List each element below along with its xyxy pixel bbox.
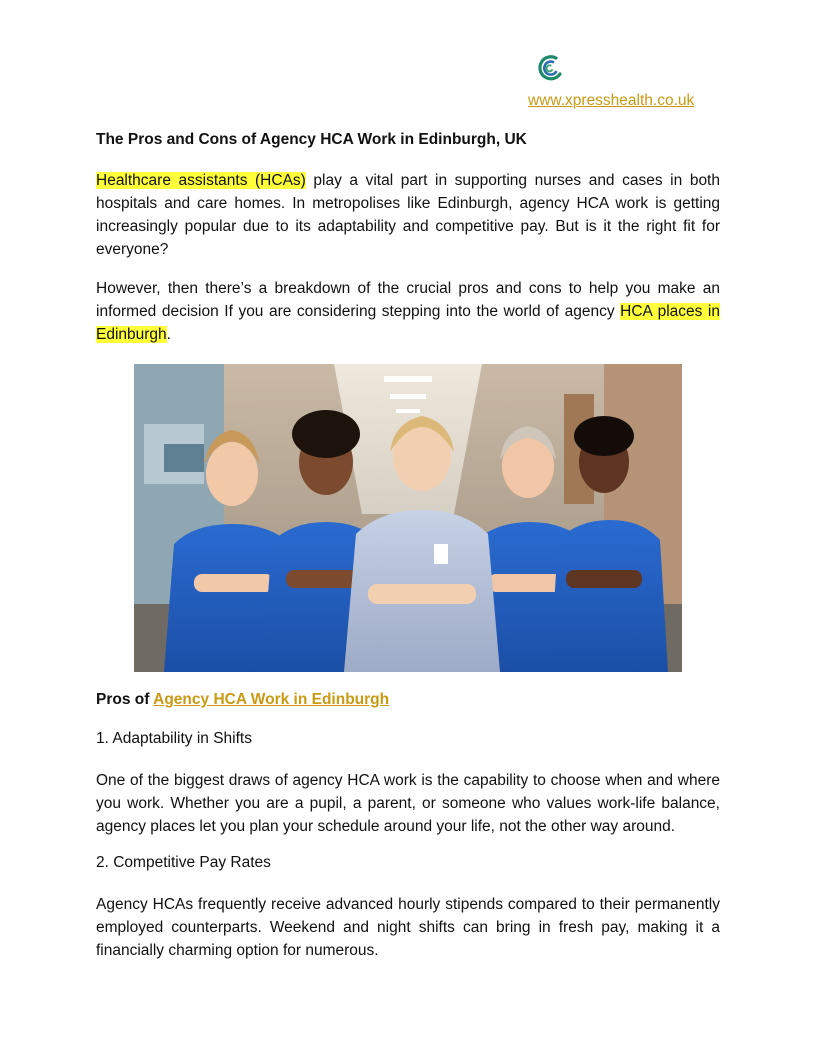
website-link[interactable]: www.xpresshealth.co.uk (528, 92, 695, 109)
pros-label: Pros of (96, 691, 154, 708)
pros-heading (96, 691, 389, 709)
intro2-end: . (166, 326, 171, 343)
section-body-pay: Agency HCAs frequently receive advanced hourly stipends compared to their permanently employed counterparts. Weekend and night shifts can bring in fresh pay, making it a financially charming option for numerous. (96, 896, 720, 959)
intro-paragraph (96, 169, 720, 261)
section-heading-pay: 2. Competitive Pay Rates (96, 854, 271, 871)
agency-hca-work-link[interactable]: Agency HCA Work in Edinburgh (153, 691, 390, 708)
section-heading-adaptability: 1. Adaptability in Shifts (96, 730, 252, 747)
hca-highlight: Healthcare assistants (HCAs) (96, 172, 306, 189)
section-body-adaptability: One of the biggest draws of agency HCA work is the capability to choose when and where you work. Whether you are a pupil, a parent, or someone who values work-life balance, agency places let you plan your schedule around your life, not the other way around. (96, 772, 720, 835)
intro2-text: However, then there’s a breakdown of the crucial pros and cons to help you make an informed decision If you are considering stepping into the world of agency (96, 280, 720, 320)
article-title: The Pros and Cons of Agency HCA Work in Edinburgh, UK (96, 131, 527, 148)
nurses-photo-illustration (134, 364, 682, 672)
intro-paragraph-2 (96, 277, 720, 346)
nurses-team-photo (134, 364, 682, 672)
intro-text: play a vital part in supporting nurses and cases in both hospitals and care homes. In metropolises like Edinburgh, agency HCA work is getting increasingly popular due to its adaptability and competitive pay. But is it the right fit for everyone? (96, 172, 720, 258)
xpresshealth-swirl-logo-icon (534, 54, 564, 82)
hca-places-highlight[interactable]: HCA places in Edinburgh (96, 303, 720, 343)
